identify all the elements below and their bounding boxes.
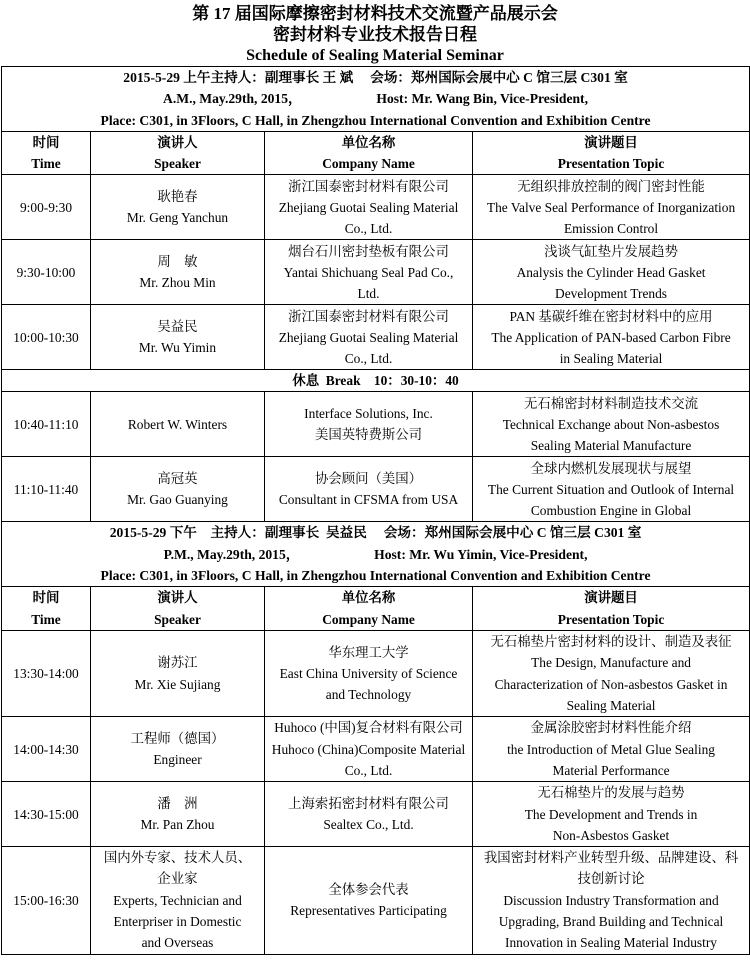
topic-header <box>473 587 750 631</box>
topic-line: Non-Asbestos Gasket <box>552 827 670 843</box>
speaker-line: 企业家 <box>157 871 198 887</box>
company-header-en: Company Name <box>322 156 415 172</box>
company-cell <box>265 630 473 716</box>
topic-cell <box>473 240 750 305</box>
topic-line: Emission Control <box>563 221 659 237</box>
time-header <box>2 587 91 631</box>
company-cell <box>265 717 473 782</box>
speaker-line: Mr. Pan Zhou <box>140 817 215 833</box>
company-header <box>265 587 473 631</box>
speaker-cell <box>91 175 265 240</box>
company-line: Zhejiang Guotai Sealing Material <box>278 329 459 345</box>
topic-line: 全球内燃机发展现状与展望 <box>530 460 692 476</box>
morning-session-line-1: 2015-5-29 上午主持人：副理事长 王 斌 会场：郑州国际会展中心 C 馆三层 C301 室 <box>123 70 628 85</box>
topic-cell <box>473 175 750 240</box>
afternoon-column-header <box>2 587 750 631</box>
topic-line: Sealing Material Manufacture <box>530 438 692 454</box>
company-line: Ltd. <box>357 286 380 302</box>
speaker-cell <box>91 847 265 954</box>
topic-line: 无组织排放控制的阀门密封性能 <box>517 178 705 194</box>
table-row <box>2 175 750 240</box>
topic-line: 技创新讨论 <box>577 871 645 887</box>
afternoon-session-line-3: Place: C301, in 3Floors, C Hall, in Zhengzhou International Convention and Exhibition Centre <box>100 568 651 584</box>
table-row <box>2 240 750 305</box>
time-header-cn: 时间 <box>32 134 60 150</box>
speaker-header <box>91 587 265 631</box>
topic-header-cn: 演讲题目 <box>584 134 638 150</box>
speaker-line: 吴益民 <box>157 319 198 335</box>
time-cell: 11:10-11:40 <box>2 457 91 522</box>
schedule-title-cn: 密封材料专业技术报告日程 <box>273 25 477 44</box>
speaker-line: Mr. Geng Yanchun <box>126 210 229 226</box>
morning-column-header <box>2 131 750 175</box>
speaker-line: 耿艳春 <box>157 189 198 205</box>
table-row <box>2 392 750 457</box>
company-line: 上海索拓密封材料有限公司 <box>288 795 449 811</box>
company-line: 浙江国泰密封材料有限公司 <box>288 178 449 194</box>
afternoon-session-line-1: 2015-5-29 下午 主持人：副理事长 吴益民 会场：郑州国际会展中心 C 馆三层 C301 室 <box>109 525 642 541</box>
speaker-header <box>91 131 265 175</box>
company-line: Huhoco (China)Composite Material <box>271 741 466 757</box>
topic-line: Discussion Industry Transformation and <box>503 892 719 908</box>
speaker-line: Robert W. Winters <box>127 416 228 432</box>
time-cell: 14:30-15:00 <box>2 782 91 847</box>
speaker-cell <box>91 305 265 370</box>
topic-line: 金属涂胶密封材料性能介绍 <box>530 720 692 736</box>
company-cell <box>265 175 473 240</box>
topic-line: The Current Situation and Outlook of Internal <box>487 481 735 497</box>
speaker-line: Enterpriser in Domestic <box>113 914 242 930</box>
speaker-cell <box>91 240 265 305</box>
speaker-cell <box>91 717 265 782</box>
company-header-cn: 单位名称 <box>341 134 396 150</box>
morning-session-header <box>2 67 750 132</box>
speaker-cell <box>91 392 265 457</box>
topic-line: 无石棉垫片的发展与趋势 <box>537 785 685 801</box>
speaker-line: 高冠英 <box>157 471 198 487</box>
time-header-en: Time <box>31 156 61 172</box>
company-line: Co., Ltd. <box>344 762 393 778</box>
afternoon-session-header <box>2 522 750 587</box>
company-line: Yantai Shichuang Seal Pad Co., <box>283 264 454 280</box>
speaker-header-en: Speaker <box>154 611 201 627</box>
company-cell <box>265 782 473 847</box>
time-header-en: Time <box>31 611 61 627</box>
morning-session-info <box>2 67 750 132</box>
topic-cell <box>473 457 750 522</box>
topic-header <box>473 131 750 175</box>
topic-line: in Sealing Material <box>559 351 663 367</box>
company-line: East China University of Science <box>279 665 458 681</box>
topic-line: The Application of PAN-based Carbon Fibre <box>491 329 731 345</box>
table-row <box>2 782 750 847</box>
company-line: 全体参会代表 <box>328 882 409 898</box>
title-block <box>0 0 750 66</box>
speaker-header-cn: 演讲人 <box>157 134 198 150</box>
speaker-line: 工程师（德国） <box>130 730 225 746</box>
morning-session-line-2: A.M., May.29th, 2015， Host: Mr. Wang Bin, Vice-President, <box>163 91 588 107</box>
company-line: Huhoco (中国)复合材料有限公司 <box>274 720 463 736</box>
speaker-line: Engineer <box>153 752 202 768</box>
topic-line: Development Trends <box>555 286 667 302</box>
topic-cell <box>473 630 750 716</box>
speaker-cell <box>91 457 265 522</box>
speaker-line: Mr. Gao Guanying <box>127 492 228 508</box>
time-header <box>2 131 91 175</box>
topic-line: Combustion Engine in Global <box>530 503 692 519</box>
speaker-line: Mr. Wu Yimin <box>138 340 217 356</box>
topic-line: 无石棉密封材料制造技术交流 <box>523 395 699 411</box>
company-line: Representatives Participating <box>290 903 447 919</box>
company-cell <box>265 457 473 522</box>
company-line: Consultant in CFSMA from USA <box>278 492 459 508</box>
topic-line: the Introduction of Metal Glue Sealing <box>507 741 715 757</box>
time-cell: 9:30-10:00 <box>2 240 91 305</box>
topic-header-en: Presentation Topic <box>557 611 665 627</box>
table-row <box>2 847 750 954</box>
break-row <box>2 370 750 392</box>
topic-line: PAN 基碳纤维在密封材料中的应用 <box>509 308 713 324</box>
topic-line: Sealing Material <box>566 697 656 713</box>
schedule-title-en: Schedule of Sealing Material Seminar <box>246 47 504 64</box>
company-line: 美国英特费斯公司 <box>314 427 423 443</box>
time-cell: 13:30-14:00 <box>2 630 91 716</box>
schedule-table <box>1 66 750 955</box>
topic-line: 无石棉垫片密封材料的设计、制造及表征 <box>490 633 732 649</box>
topic-line: The Development and Trends in <box>524 806 698 822</box>
topic-cell <box>473 847 750 954</box>
speaker-line: and Overseas <box>141 935 214 951</box>
topic-cell <box>473 782 750 847</box>
company-line: and Technology <box>325 687 412 703</box>
speaker-line: 潘 洲 <box>157 795 198 811</box>
topic-line: Characterization of Non-asbestos Gasket in <box>494 676 728 692</box>
table-row <box>2 630 750 716</box>
break-cell: 休息 Break 10：30-10：40 <box>2 370 750 392</box>
company-line: Co., Ltd. <box>344 351 393 367</box>
company-header-cn: 单位名称 <box>341 590 396 606</box>
company-line: 华东理工大学 <box>328 644 409 660</box>
conference-title: 第 17 届国际摩擦密封材料技术交流暨产品展示会 <box>192 4 558 23</box>
speaker-line: Mr. Xie Sujiang <box>134 676 221 692</box>
company-line: 烟台石川密封垫板有限公司 <box>288 243 449 259</box>
topic-cell <box>473 305 750 370</box>
speaker-header-cn: 演讲人 <box>157 590 198 606</box>
company-cell <box>265 305 473 370</box>
time-cell: 15:00-16:30 <box>2 847 91 954</box>
speaker-line: 谢苏江 <box>157 655 198 671</box>
speaker-line: Experts, Technician and <box>113 892 242 908</box>
time-cell: 10:00-10:30 <box>2 305 91 370</box>
time-header-cn: 时间 <box>32 590 60 606</box>
topic-line: 我国密封材料产业转型升级、品牌建设、科 <box>483 850 739 866</box>
morning-session-line-3: Place: C301, in 3Floors, C Hall, in Zhengzhou International Convention and Exhibition Centre <box>100 112 651 128</box>
topic-line: The Valve Seal Performance of Inorganization <box>486 199 736 215</box>
company-line: Sealtex Co., Ltd. <box>323 817 414 833</box>
topic-cell <box>473 392 750 457</box>
speaker-cell <box>91 782 265 847</box>
topic-line: Analysis the Cylinder Head Gasket <box>516 264 706 280</box>
company-cell <box>265 847 473 954</box>
company-cell <box>265 392 473 457</box>
topic-line: Innovation in Sealing Material Industry <box>505 935 718 951</box>
company-header <box>265 131 473 175</box>
time-cell: 9:00-9:30 <box>2 175 91 240</box>
afternoon-session-info <box>2 522 750 587</box>
time-cell: 14:00-14:30 <box>2 717 91 782</box>
speaker-line: 国内外专家、技术人员、 <box>103 850 252 866</box>
topic-line: Material Performance <box>552 762 670 778</box>
topic-line: Upgrading, Brand Building and Technical <box>498 914 724 930</box>
speaker-cell <box>91 630 265 716</box>
company-line: Zhejiang Guotai Sealing Material <box>278 199 459 215</box>
topic-line: 浅谈气缸垫片发展趋势 <box>544 243 678 259</box>
afternoon-session-line-2: P.M., May.29th, 2015， Host: Mr. Wu Yimin, Vice-President, <box>163 546 588 562</box>
company-line: 协会顾问（美国） <box>314 471 423 487</box>
topic-line: The Design, Manufacture and <box>531 655 691 671</box>
topic-header-cn: 演讲题目 <box>584 590 638 606</box>
speaker-header-en: Speaker <box>154 156 201 172</box>
company-line: 浙江国泰密封材料有限公司 <box>288 308 449 324</box>
speaker-line: Mr. Zhou Min <box>139 275 216 291</box>
topic-header-en: Presentation Topic <box>557 156 665 172</box>
speaker-line: 周 敏 <box>157 254 198 270</box>
table-row <box>2 305 750 370</box>
company-header-en: Company Name <box>322 611 415 627</box>
company-cell <box>265 240 473 305</box>
table-row <box>2 457 750 522</box>
time-cell: 10:40-11:10 <box>2 392 91 457</box>
topic-line: Technical Exchange about Non-asbestos <box>502 416 720 432</box>
table-row <box>2 717 750 782</box>
topic-cell <box>473 717 750 782</box>
company-line: Co., Ltd. <box>344 221 393 237</box>
company-line: Interface Solutions, Inc. <box>304 406 433 422</box>
